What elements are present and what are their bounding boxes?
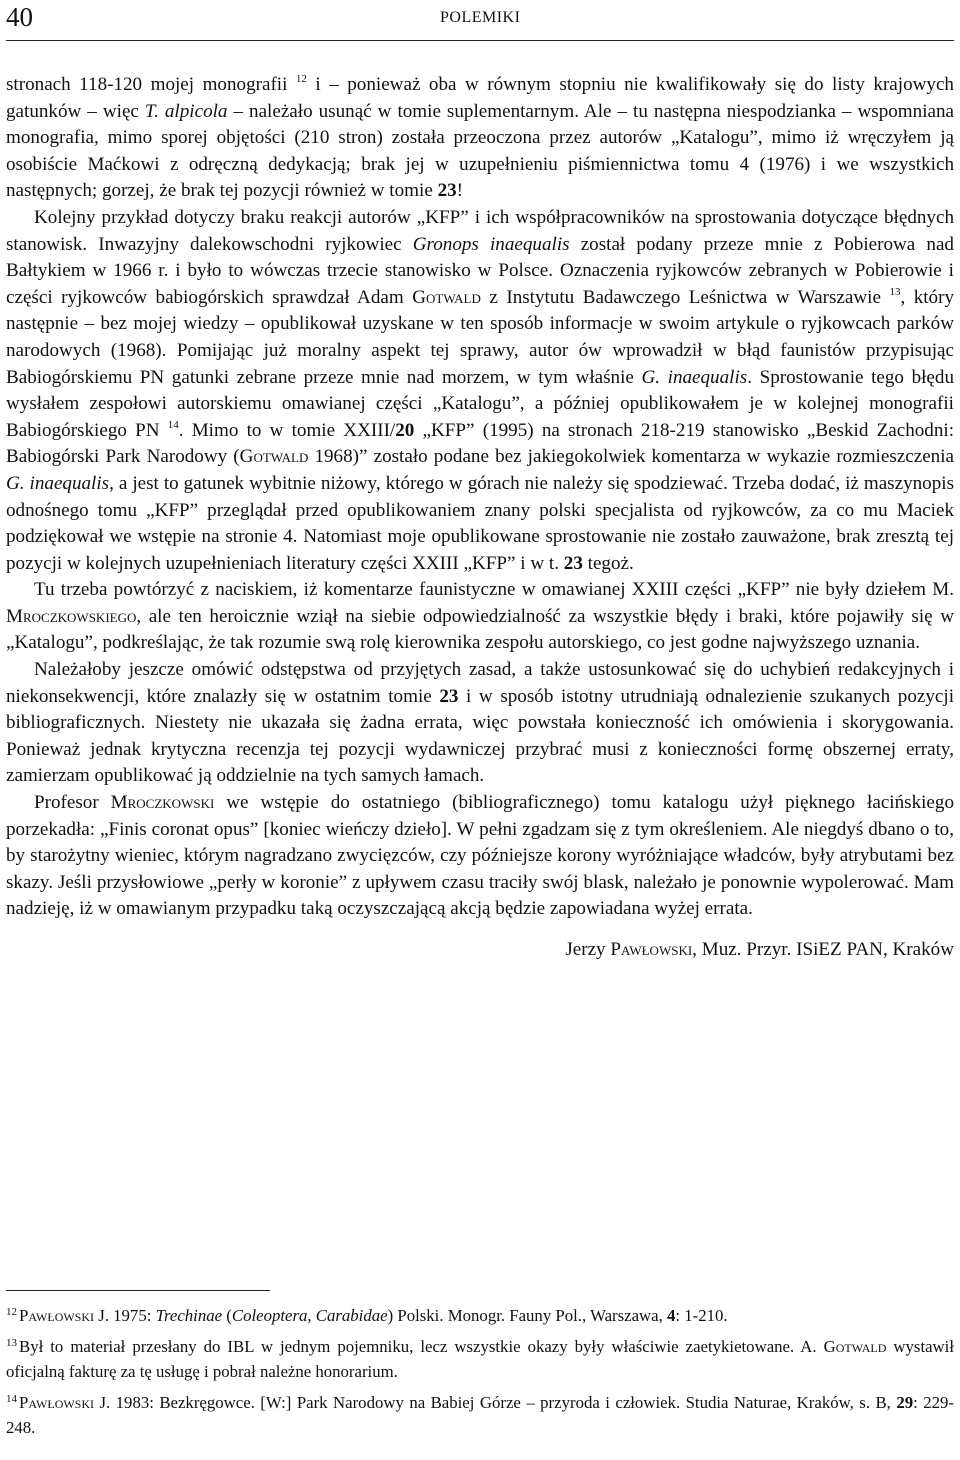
footnote-number: 14 xyxy=(6,1393,17,1405)
footnote-ref-12: 12 xyxy=(295,73,307,85)
author-name: Gotwald xyxy=(412,286,481,308)
text-span: i w sposób istotny utrudniają odnalezienie szukanych pozycji bibliograficznych. Niestety nie ukazała się żadna errata, więc powstała konieczność ich omówienia i skorygowania. Ponieważ jednak krytyczna recenzja tej pozycji wydawniczej przybrać musi z konieczności formę obszernej erraty, zamierzam opublikować ją oddzielnie na tych samych łamach. xyxy=(6,685,954,787)
text-span: , a jest to gatunek wybitnie niżowy, którego w górach nie należy się spodziewać. Trzeba dodać, iż maszynopis odnośnego tomu „KFP” przeglądał przed opublikowaniem znany polski specjalista od ryjkowców, za co mu Maciek podziękował we wstępie na stronie 4. Natomiast moje opublikowane sprostowanie nie zostało zauważone, brak zresztą tej pozycji w kolejnych uzupełnieniach literatury części XXIII „KFP” i w t. xyxy=(6,472,954,574)
footnote-ref-13: 13 xyxy=(889,285,901,298)
text-span: ( xyxy=(222,1306,232,1325)
text-span: , Muz. Przyr. ISiEZ PAN, Kraków xyxy=(692,939,954,960)
volume-number: 23 xyxy=(563,552,583,574)
text-span: J. 1975: xyxy=(94,1306,156,1325)
volume-number: 23 xyxy=(439,685,459,707)
footnote-rule xyxy=(6,1290,270,1291)
footnote-number: 13 xyxy=(6,1337,17,1349)
text-span: ! xyxy=(456,180,464,202)
text-span: Kolejny przykład dotyczy braku reakcji autorów „KFP” i ich współpracowników na sprostowania dotyczące błędnych stanowisk. Inwazyjny dalekowschodni ryjkowiec xyxy=(6,206,954,255)
author-name: Gotwald xyxy=(823,1337,887,1356)
running-head: POLEMIKI xyxy=(440,9,521,26)
text-span: Jerzy xyxy=(565,939,611,960)
footnote-12 xyxy=(6,1303,954,1328)
taxon-name: Carabidae xyxy=(315,1306,388,1325)
species-name: Gronops inaequalis xyxy=(412,233,570,255)
volume-number: 20 xyxy=(395,419,415,441)
author-name: Mroczkowskiego xyxy=(6,605,137,627)
page-number: 40 xyxy=(6,2,33,32)
text-span: we wstępie do ostatniego (bibliograficznego) tomu katalogu użył pięknego łacińskiego porzekadła: „Finis coronat opus” [koniec wieńczy dzieło]. W pełni zgadzam się z tym określeniem. Ale niegdyś dbano o to, by starożytny wieniec, którym nagradzano zwycięzców, czy późniejsze korony wyróżniające władców, były atrybutami bez skazy. Jeśli przysłowiowe „perły w koronie” z upływem czasu traciły swój blask, należało je ponownie wypolerować. Mam nadzieję, iż w omawianym przypadku taką oczyszczającą akcją będzie zapowiadana wyżej errata. xyxy=(6,792,954,920)
author-name: Pawłowski xyxy=(610,939,693,960)
text-span: 1968)” zostało podane bez jakiegokolwiek komentarza w wykazie rozmieszczenia xyxy=(308,446,954,468)
text-span: . Mimo to w tomie XXIII/ xyxy=(178,419,396,441)
article-body xyxy=(6,72,954,964)
author-name: Mroczkowski xyxy=(110,792,215,814)
text-span: ) Polski. Monogr. Fauny Pol., Warszawa, xyxy=(387,1306,667,1325)
author-name: Pawłowski xyxy=(19,1306,95,1325)
footnote-13 xyxy=(6,1334,954,1384)
paragraph-1 xyxy=(6,72,954,205)
species-name: G. inaequalis xyxy=(6,472,110,494)
text-span: Należałoby jeszcze omówić odstępstwa od przyjętych zasad, a także ustosunkować się do uchybień redakcyjnych i niekonsekwencji, które znalazły się w ostatnim tomie xyxy=(6,659,954,707)
text-span: – należało usunąć w tomie suplementarnym. Ale – tu następna niespodzianka – wspomniana monografia, mimo sporej objętości (210 stron) została przeoczona przez autorów „Katalogu”, mimo iż wręczyłem ją osobiście Maćkowi z odręczną dedykacją; brak jej w uzupełnieniu piśmiennictwa tomu 4 (1976) i we wszystkich następnych; gorzej, że brak tej pozycji również w tomie xyxy=(6,100,954,202)
text-span: Był to materiał przesłany do IBL w jednym pojemniku, lecz wszystkie okazy były właściwie zaetykietowane. A. xyxy=(19,1337,824,1356)
paragraph-5 xyxy=(6,790,954,923)
taxon-name: Trechinae xyxy=(155,1306,223,1325)
volume-number: 23 xyxy=(437,180,457,202)
footnote-14 xyxy=(6,1390,954,1440)
header-rule xyxy=(6,40,954,41)
footnotes xyxy=(6,1303,954,1446)
page-header xyxy=(6,0,954,40)
text-span: J. 1983: Bezkręgowce. [W:] Park Narodowy na Babiej Górze – przyroda i człowiek. Studia Naturae, Kraków, s. B, xyxy=(94,1393,897,1412)
author-name: Pawłowski xyxy=(19,1393,95,1412)
text-span: tegoż. xyxy=(582,552,634,574)
volume-number: 29 xyxy=(896,1393,914,1412)
footnote-ref-14: 14 xyxy=(167,418,179,431)
paragraph-4 xyxy=(6,657,954,790)
text-span: „KFP” (1995) na stronach 218-219 stanowisko „Beskid Zachodni: Babiogórski Park Narodowy ( xyxy=(6,419,954,468)
paragraph-2 xyxy=(6,205,954,577)
author-name: Gotwald xyxy=(239,446,309,468)
species-name: T. alpicola xyxy=(144,100,228,122)
text-span: stronach 118-120 mojej monografii xyxy=(6,74,296,95)
footnote-number: 12 xyxy=(6,1306,17,1318)
text-span: , ale ten heroicznie wziął na siebie odpowiedzialność za wszystkie błędy i braki, które pojawiły się w „Katalogu”, podkreślając, że tak rozumie swą rolę kierownika zespołu autorskiego, co jest godne najwyższego uznania. xyxy=(6,605,954,654)
text-span: Profesor xyxy=(34,792,111,814)
text-span: , który następnie – bez mojej wiedzy – opublikował uzyskane w ten sposób informacje w swoim artykule o ryjkowcach parków narodowych (1968). Pomijając już moralny aspekt tej sprawy, autor ów wprowadził w błąd faunistów przypisując Babiogórskiemu PN gatunki zebrane przeze mnie nad morzem, w tym właśnie xyxy=(6,286,955,388)
author-signature xyxy=(6,937,954,964)
text-span: , xyxy=(307,1306,316,1325)
paragraph-3 xyxy=(6,577,954,657)
text-span: . Sprostowanie tego błędu wysłałem zespołowi autorskiemu omawianej części „Katalogu”, a później opublikowałem je w kolejnej monografii Babiogórskiego PN xyxy=(6,366,954,441)
species-name: G. inaequalis xyxy=(641,366,748,388)
text-span: wystawił oficjalną fakturę za tę usługę i pobrał należne honorarium. xyxy=(6,1337,955,1381)
text-span: : 229-248. xyxy=(6,1393,954,1437)
text-span: i – ponieważ oba w równym stopniu nie kwalifikowały się do listy krajowych gatunków – więc xyxy=(6,74,954,122)
text-span: z Instytutu Badawczego Leśnictwa w Warszawie xyxy=(480,286,890,308)
text-span: Tu trzeba powtórzyć z naciskiem, iż komentarze faunistyczne w omawianej XXIII części „KFP” nie były dziełem M. xyxy=(34,579,954,601)
text-span: : 1-210. xyxy=(675,1306,728,1325)
taxon-name: Coleoptera xyxy=(231,1306,308,1325)
text-span: został podany przeze mnie z Pobierowa nad Bałtykiem w 1966 r. i było to wówczas trzecie stanowisko w Polsce. Oznaczenia ryjkowców zebranych w Pobierowie i części ryjkowców babiogórskich sprawdzał Adam xyxy=(6,233,954,308)
volume-number: 4 xyxy=(667,1306,676,1325)
